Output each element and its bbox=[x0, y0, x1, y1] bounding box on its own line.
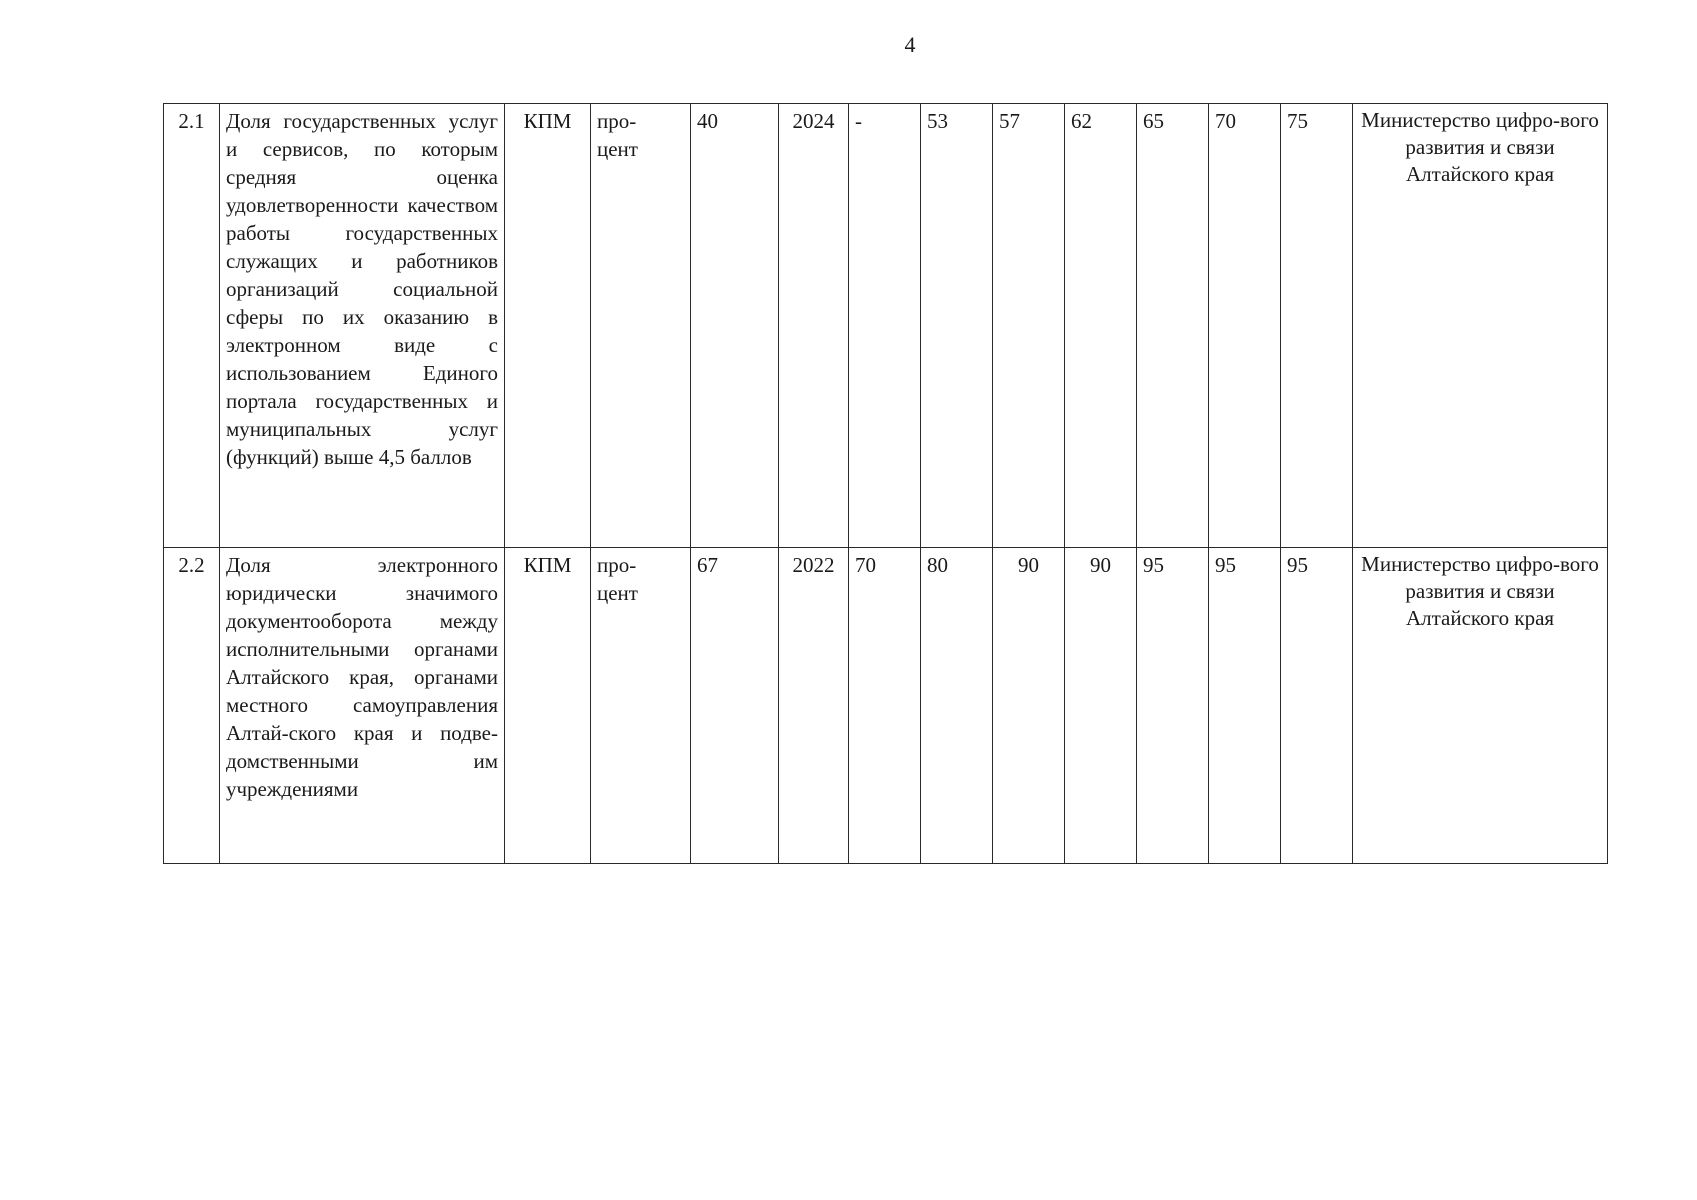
year-value: 62 bbox=[1065, 104, 1137, 548]
indicator-level: КПМ bbox=[505, 548, 591, 864]
year-value: 90 bbox=[1065, 548, 1137, 864]
year-value: 75 bbox=[1281, 104, 1353, 548]
base-value: 67 bbox=[691, 548, 779, 864]
year-value: 53 bbox=[921, 104, 993, 548]
responsible-executor: Министерство цифро-вого развития и связи Алтайского края bbox=[1353, 104, 1608, 548]
year-value: 95 bbox=[1281, 548, 1353, 864]
year-value: 65 bbox=[1137, 104, 1209, 548]
indicators-table bbox=[163, 103, 1608, 864]
page-number: 4 bbox=[904, 32, 916, 57]
base-year: 2024 bbox=[779, 104, 849, 548]
responsible-executor: Министерство цифро-вого развития и связи Алтайского края bbox=[1353, 548, 1608, 864]
base-year: 2022 bbox=[779, 548, 849, 864]
year-value: 90 bbox=[993, 548, 1065, 864]
row-number: 2.2 bbox=[164, 548, 220, 864]
year-value: 80 bbox=[921, 548, 993, 864]
base-value: 40 bbox=[691, 104, 779, 548]
indicator-name: Доля электронного юридически значимого документооборота между исполнительными органами Алтайского края, органами местного самоуправления Алтай-ского края и подве-домственными им учреждениями bbox=[220, 548, 505, 864]
unit-of-measure: про- цент bbox=[591, 548, 691, 864]
indicator-level: КПМ bbox=[505, 104, 591, 548]
unit-of-measure: про- цент bbox=[591, 104, 691, 548]
year-value: 95 bbox=[1209, 548, 1281, 864]
year-value: - bbox=[849, 104, 921, 548]
year-value: 70 bbox=[849, 548, 921, 864]
year-value: 70 bbox=[1209, 104, 1281, 548]
table-row bbox=[164, 548, 1608, 864]
year-value: 95 bbox=[1137, 548, 1209, 864]
year-value: 57 bbox=[993, 104, 1065, 548]
indicator-name: Доля государственных услуг и сервисов, по которым средняя оценка удовлетворенности качеством работы государственных служащих и работников организаций социальной сферы по их оказанию в электронном виде с использованием Единого портала государственных и муниципальных услуг (функций) выше 4,5 баллов bbox=[220, 104, 505, 548]
row-number: 2.1 bbox=[164, 104, 220, 548]
table-row bbox=[164, 104, 1608, 548]
